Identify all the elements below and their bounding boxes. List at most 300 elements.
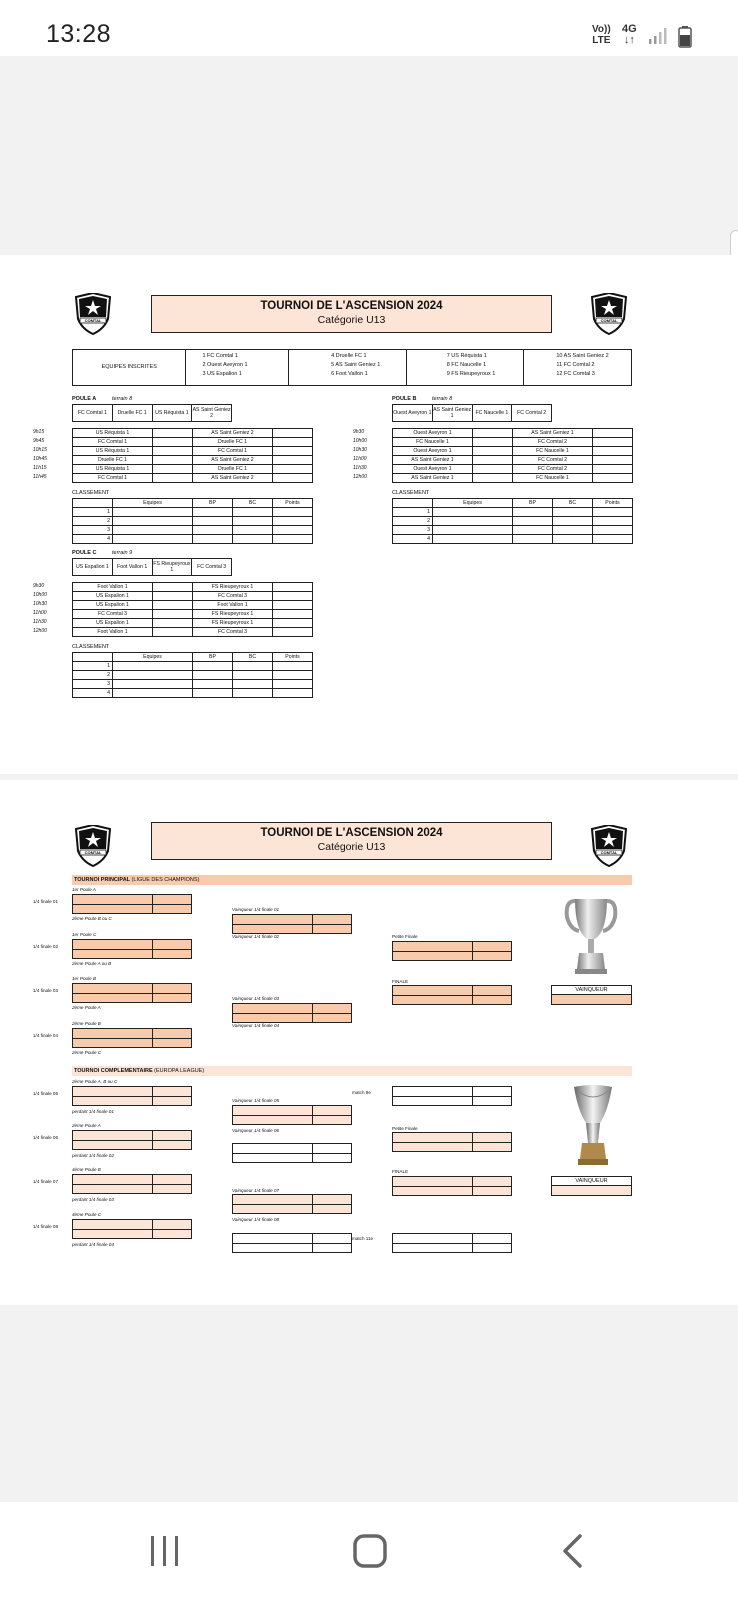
standings-cell[interactable] [433,517,513,526]
rank: 4 [73,535,113,544]
match-time: 11h00 [33,610,47,616]
match-row [73,592,313,601]
rank: 2 [73,671,113,680]
standings-cell[interactable] [233,671,273,680]
europa-league-trophy-icon [570,1083,616,1167]
match-row [73,438,313,447]
away-team: AS Saint Geniez 2 [193,474,273,483]
pool-name: POULE B [392,396,417,402]
match-time: 10h15 [33,447,47,453]
finale-label: FINALE [392,979,409,984]
quarter-final-box[interactable] [72,1174,192,1194]
score-cell[interactable] [273,592,313,601]
score-cell[interactable] [153,601,193,610]
standings-row [73,508,313,517]
standings-cell[interactable] [553,508,593,517]
svg-text:COMTAL: COMTAL [84,850,102,855]
standings-cell[interactable] [273,689,313,698]
home-team: Foot Vallon 1 [73,628,153,637]
standings-header: BP [513,499,553,508]
score-cell[interactable] [273,619,313,628]
qualifier-label: 1er Poule C [72,932,97,937]
standings-cell[interactable] [273,535,313,544]
pool-terrain: terrain 8 [432,396,453,402]
away-team: FC Comtal 2 [513,465,593,474]
quarter-final-box[interactable] [72,939,192,959]
semi-final-label: Vainqueur 1/4 finale 02 [232,934,280,939]
score-cell[interactable] [593,447,633,456]
standings-header: BC [233,499,273,508]
club-logo-icon [74,293,112,335]
score-cell[interactable] [273,447,313,456]
match-row [393,447,633,456]
svg-text:COMTAL: COMTAL [600,850,618,855]
standings-header: Points [273,653,313,662]
match-time: 9h45 [33,438,45,444]
principal-banner: TOURNOI PRINCIPAL (LIGUE DES CHAMPIONS) [72,875,632,885]
match-time: 11h45 [33,474,47,480]
standings-cell[interactable] [193,517,233,526]
standings-cell[interactable] [553,526,593,535]
quarter-final-box[interactable] [72,983,192,1003]
score-cell[interactable] [273,438,313,447]
finale-box[interactable] [392,985,512,1005]
match-label: match 11e [352,1236,374,1241]
away-team: FS Rieupeyroux 1 [193,583,273,592]
petite-finale-label: Petite Finale [392,934,418,939]
qualifier-label: perdant 1/4 finale 02 [72,1153,114,1158]
standings-cell[interactable] [273,517,313,526]
club-logo-icon [590,825,628,867]
score-cell[interactable] [153,610,193,619]
qualifier-label: 4ème Poule B [72,1167,101,1172]
pool-team: US Réquista 1 [152,405,192,422]
teams-col [289,350,407,385]
home-team: FC Comtal 3 [73,610,153,619]
standings-cell[interactable] [193,680,233,689]
finale-box[interactable] [392,1176,512,1196]
title-box [151,822,552,860]
score-cell[interactable] [473,429,513,438]
standings-header: BP [193,499,233,508]
score-cell[interactable] [153,583,193,592]
quarter-final-label: 1/4 finale 08 [33,1224,59,1229]
score-cell[interactable] [273,601,313,610]
qualifier-label: 1er Poule B [72,976,97,981]
score-cell[interactable] [153,474,193,483]
score-cell[interactable] [153,456,193,465]
standings-cell[interactable] [113,526,193,535]
match-time: 11h15 [33,465,47,471]
score-cell[interactable] [473,465,513,474]
champions-league-trophy-icon [563,895,619,975]
standings-cell[interactable] [233,689,273,698]
pool-team: AS Saint Geniez 2 [192,405,232,422]
home-team: Druelle FC 1 [73,456,153,465]
standings-cell[interactable] [193,526,233,535]
standings-cell[interactable] [193,508,233,517]
standings-cell[interactable] [193,535,233,544]
standings-cell[interactable] [433,535,513,544]
standings-cell[interactable] [193,689,233,698]
pool-team: FC Comtal 3 [192,559,232,576]
standings-cell[interactable] [233,662,273,671]
standings-cell[interactable] [233,526,273,535]
score-cell[interactable] [273,610,313,619]
qualifier-label: 2ème Poule C [72,1050,102,1055]
match-time: 10h30 [33,601,47,607]
score-cell[interactable] [473,438,513,447]
pool-matches-table [392,428,633,483]
match-time: 10h30 [353,447,367,453]
home-team: US Réquista 1 [73,465,153,474]
semi-final-box[interactable] [232,1194,352,1214]
pool-team: AS Saint Geniez 1 [432,405,472,422]
standings-header: Equipes [113,653,193,662]
team-name: 4 Druelle FC 1 [331,353,367,359]
standings-cell[interactable] [113,517,193,526]
pool-teams-table [392,404,552,422]
quarter-final-box[interactable] [72,1219,192,1239]
semi-final-box[interactable] [232,1233,352,1253]
standings-cell[interactable] [273,680,313,689]
standings-cell[interactable] [233,517,273,526]
semi-final-label: Vainqueur 1/4 finale 08 [232,1217,280,1222]
home-team: US Réquista 1 [73,429,153,438]
standings-header: Points [593,499,633,508]
match-row [73,474,313,483]
match-time: 11h30 [353,465,367,471]
standings-header: BP [193,653,233,662]
semi-final-label: Vainqueur 1/4 finale 04 [232,1023,280,1028]
standings-cell[interactable] [273,662,313,671]
team-name: 12 FC Comtal 3 [556,371,595,377]
match-row [73,465,313,474]
rank: 1 [393,508,433,517]
match-time: 11h30 [33,619,47,625]
standings-row [73,526,313,535]
page-subtitle: Catégorie U13 [317,314,386,326]
semi-final-label: Vainqueur 1/4 finale 06 [232,1128,280,1133]
pool-team: FC Naucelle 1 [472,405,512,422]
score-cell[interactable] [153,429,193,438]
match-row [393,438,633,447]
away-team: FS Rieupeyroux 1 [193,610,273,619]
standings-table [72,498,313,544]
match-row [73,583,313,592]
score-cell[interactable] [273,429,313,438]
pool-team: FC Comtal 1 [73,405,113,422]
standings-row [73,517,313,526]
match-row [73,619,313,628]
pool-terrain: terrain 8 [112,396,133,402]
pool-matches-table [72,428,313,483]
team-name: 10 AS Saint Geniez 2 [556,353,609,359]
pool-name: POULE A [72,396,97,402]
page-title: TOURNOI DE L'ASCENSION 2024 [260,827,443,839]
team-name: 9 FS Rieupeyroux 1 [446,371,496,377]
quarter-final-label: 1/4 finale 02 [33,944,59,949]
standings-row [73,662,313,671]
team-name: 1 FC Comtal 1 [202,353,238,359]
qualifier-label: 2ème Poule A ou B [72,961,112,966]
standings-cell[interactable] [513,535,553,544]
pool-team: FC Comtal 2 [512,405,552,422]
standings-cell[interactable] [273,671,313,680]
page-title: TOURNOI DE L'ASCENSION 2024 [260,300,443,312]
rank: 4 [73,689,113,698]
away-team: FC Comtal 2 [513,456,593,465]
complementaire-banner: TOURNOI COMPLEMENTAIRE (EUROPA LEAGUE) [72,1066,632,1076]
qualifier-label: perdant 1/4 finale 04 [72,1242,114,1247]
home-team: US Réquista 1 [73,447,153,456]
quarter-final-box[interactable] [72,894,192,914]
pool-teams-table [72,558,232,576]
team-name: 2 Ouest Aveyron 1 [202,362,248,368]
standings-row [393,517,633,526]
classement-label: CLASSEMENT [392,490,430,496]
navigation-bar [0,1502,738,1600]
recent-apps-icon[interactable] [148,1534,182,1568]
document-page-2 [0,780,738,1305]
away-team: FS Rieupeyroux 1 [193,619,273,628]
qualifier-label: perdant 1/4 finale 01 [72,1109,114,1114]
standings-cell[interactable] [113,680,193,689]
standings-cell[interactable] [593,526,633,535]
rank: 3 [73,680,113,689]
winner-box[interactable]: VAINQUEUR [551,1176,632,1196]
home-team: AS Saint Geniez 1 [393,474,473,483]
quarter-final-label: 1/4 finale 06 [33,1135,59,1140]
pool-team: US Espalion 1 [73,559,113,576]
home-icon[interactable] [352,1533,388,1569]
qualifier-label: 2ème Poule A [72,1005,101,1010]
away-team: FC Comtal 3 [193,628,273,637]
match-label: match 9e [352,1090,371,1095]
quarter-final-label: 1/4 finale 05 [33,1091,59,1096]
petite-finale-box[interactable] [392,1132,512,1152]
standings-row [73,535,313,544]
team-name: 5 AS Saint Geniez 1 [331,362,381,368]
match-11e-box[interactable] [392,1233,512,1253]
match-row [393,429,633,438]
home-team: US Espalion 1 [73,619,153,628]
standings-row [73,689,313,698]
match-time: 10h00 [353,438,367,444]
match-time: 10h45 [33,456,47,462]
match-time: 12h00 [353,474,367,480]
standings-cell[interactable] [113,689,193,698]
team-name: 8 FC Naucelle 1 [446,362,487,368]
rank: 1 [73,662,113,671]
quarter-final-box[interactable] [72,1130,192,1150]
standings-row [393,508,633,517]
status-bar [0,0,738,56]
standings-cell[interactable] [513,526,553,535]
rank: 4 [393,535,433,544]
pool-team: Druelle FC 1 [112,405,152,422]
score-cell[interactable] [153,619,193,628]
petite-finale-box[interactable] [392,941,512,961]
match-row [73,456,313,465]
standings-header: Equipes [113,499,193,508]
standings-cell[interactable] [113,662,193,671]
match-row [73,628,313,637]
winner-box[interactable]: VAINQUEUR [551,985,632,1005]
score-cell[interactable] [473,447,513,456]
standings-cell[interactable] [433,508,513,517]
semi-final-box[interactable] [232,1143,352,1163]
battery-icon [678,26,692,48]
team-name: 3 US Espalion 1 [202,371,242,377]
standings-header: Equipes [433,499,513,508]
semi-final-label: Vainqueur 1/4 finale 01 [232,907,280,912]
home-team: Ouest Aveyron 1 [393,447,473,456]
score-cell[interactable] [593,456,633,465]
match-time: 12h00 [33,628,47,634]
standings-row [393,535,633,544]
registered-teams [72,349,632,386]
standings-header [73,499,113,508]
standings-table [72,652,313,698]
standings-header: BC [553,499,593,508]
home-team: Ouest Aveyron 1 [393,429,473,438]
rank: 3 [393,526,433,535]
match-row [393,465,633,474]
score-cell[interactable] [593,465,633,474]
score-cell[interactable] [273,628,313,637]
page-subtitle: Catégorie U13 [317,841,386,853]
match-time: 9h15 [33,429,45,435]
match-9e-box[interactable] [392,1086,512,1106]
standings-cell[interactable] [513,508,553,517]
semi-final-label: Vainqueur 1/4 finale 05 [232,1098,280,1103]
standings-header [73,653,113,662]
standings-row [393,526,633,535]
standings-cell[interactable] [193,671,233,680]
score-cell[interactable] [273,465,313,474]
score-cell[interactable] [273,474,313,483]
score-cell[interactable] [273,456,313,465]
semi-final-box[interactable] [232,914,352,934]
club-logo-icon [590,293,628,335]
home-team: US Espalion 1 [73,601,153,610]
match-row [73,429,313,438]
away-team: Druelle FC 1 [193,438,273,447]
match-time: 10h00 [33,592,47,598]
standings-cell[interactable] [553,535,593,544]
standings-cell[interactable] [233,680,273,689]
standings-cell[interactable] [273,526,313,535]
match-time: 9h30 [33,583,45,589]
pool-name: POULE C [72,550,97,556]
standings-cell[interactable] [553,517,593,526]
standings-cell[interactable] [233,508,273,517]
score-cell[interactable] [593,474,633,483]
home-team: Foot Vallon 1 [73,583,153,592]
away-team: Foot Vallon 1 [193,601,273,610]
home-team: FC Comtal 1 [73,438,153,447]
qualifier-label: 2ème Poule B ou C [72,916,112,921]
away-team: AS Saint Geniez 1 [513,429,593,438]
score-cell[interactable] [593,429,633,438]
svg-text:COMTAL: COMTAL [84,318,102,323]
clock: 13:28 [46,20,112,48]
standings-cell[interactable] [193,662,233,671]
home-team: Ouest Aveyron 1 [393,465,473,474]
standings-row [73,671,313,680]
away-team: AS Saint Geniez 2 [193,456,273,465]
standings-cell[interactable] [593,508,633,517]
semi-final-label: Vainqueur 1/4 finale 07 [232,1188,280,1193]
semi-final-box[interactable] [232,1003,352,1023]
qualifier-label: 1er Poule A [72,887,96,892]
away-team: FC Comtal 1 [193,447,273,456]
quarter-final-label: 1/4 finale 03 [33,988,59,993]
petite-finale-label: Petite Finale [392,1126,418,1131]
standings-table [392,498,633,544]
match-row [73,447,313,456]
standings-cell[interactable] [113,535,193,544]
away-team: FC Comtal 3 [193,592,273,601]
team-name: 11 FC Comtal 2 [556,362,595,368]
home-team: AS Saint Geniez 1 [393,456,473,465]
standings-cell[interactable] [273,508,313,517]
standings-header: BC [233,653,273,662]
quarter-final-box[interactable] [72,1028,192,1048]
score-cell[interactable] [153,592,193,601]
score-cell[interactable] [473,474,513,483]
away-team: FC Naucelle 1 [513,447,593,456]
score-cell[interactable] [153,465,193,474]
rank: 3 [73,526,113,535]
match-time: 9h30 [353,429,365,435]
pool-teams-table [72,404,232,422]
standings-cell[interactable] [433,526,513,535]
match-row [73,610,313,619]
title-box [151,295,552,333]
back-icon[interactable] [560,1533,584,1569]
away-team: FC Comtal 2 [513,438,593,447]
registered-label: EQUIPES INSCRITES [73,350,186,385]
score-cell[interactable] [153,447,193,456]
match-time: 11h00 [353,456,367,462]
match-row [393,474,633,483]
standings-cell[interactable] [113,671,193,680]
score-cell[interactable] [153,438,193,447]
quarter-final-box[interactable] [72,1086,192,1106]
rank: 2 [73,517,113,526]
qualifier-label: perdant 1/4 finale 03 [72,1197,114,1202]
score-cell[interactable] [273,583,313,592]
standings-header [393,499,433,508]
semi-final-box[interactable] [232,1105,352,1125]
score-cell[interactable] [593,438,633,447]
club-logo-icon [74,825,112,867]
score-cell[interactable] [473,456,513,465]
standings-cell[interactable] [513,517,553,526]
rank: 2 [393,517,433,526]
standings-cell[interactable] [233,535,273,544]
standings-cell[interactable] [113,508,193,517]
signal-icon [648,26,670,46]
standings-cell[interactable] [593,535,633,544]
score-cell[interactable] [153,628,193,637]
pool-team: Foot Vallon 1 [112,559,152,576]
standings-cell[interactable] [593,517,633,526]
away-team: AS Saint Geniez 2 [193,429,273,438]
standings-header: Points [273,499,313,508]
